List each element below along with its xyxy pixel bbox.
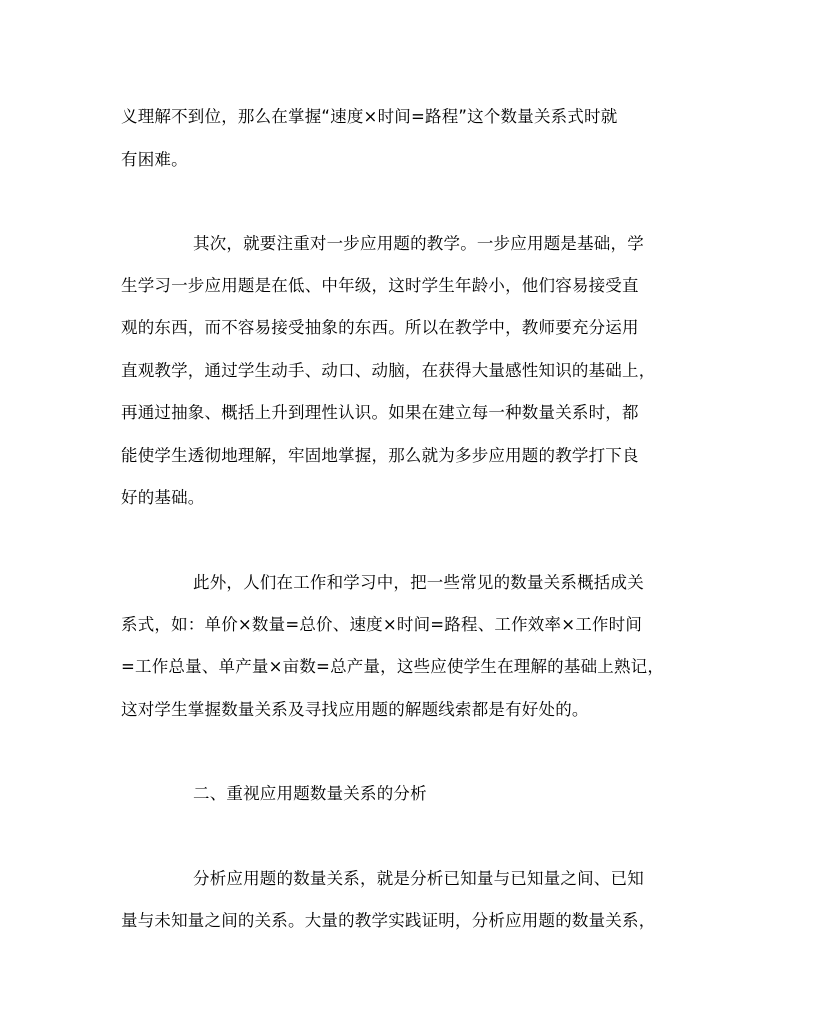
paragraph-2-line-2: 生学习一步应用题是在低、中年级，这时学生年龄小，他们容易接受直 xyxy=(121,276,639,295)
paragraph-2-line-4: 直观教学，通过学生动手、动口、动脑，在获得大量感性知识的基础上， xyxy=(121,361,656,380)
paragraph-2-line-7: 好的基础。 xyxy=(121,488,205,507)
paragraph-2-line-5: 再通过抽象、概括上升到理性认识。如果在建立每一种数量关系时，都 xyxy=(121,403,639,422)
paragraph-1-line-1: 义理解不到位，那么在掌握“速度×时间=路程”这个数量关系式时就 xyxy=(121,107,618,126)
paragraph-2-line-1: 其次，就要注重对一步应用题的教学。一步应用题是基础，学 xyxy=(193,234,644,253)
paragraph-3-line-2: 系式，如：单价×数量=总价、速度×时间=路程、工作效率×工作时间 xyxy=(121,615,643,634)
paragraph-3-line-4: 这对学生掌握数量关系及寻找应用题的解题线索都是有好处的。 xyxy=(121,700,589,719)
paragraph-3-line-1: 此外，人们在工作和学习中，把一些常见的数量关系概括成关 xyxy=(193,573,644,592)
paragraph-5-line-1: 分析应用题的数量关系，就是分析已知量与已知量之间、已知 xyxy=(193,869,644,888)
paragraph-3-line-3: =工作总量、单产量×亩数=总产量，这些应使学生在理解的基础上熟记， xyxy=(121,657,665,676)
paragraph-5-line-2: 量与未知量之间的关系。大量的教学实践证明，分析应用题的数量关系， xyxy=(121,911,656,930)
section-heading: 二、重视应用题数量关系的分析 xyxy=(193,784,427,803)
paragraph-2-line-6: 能使学生透彻地理解，牢固地掌握，那么就为多步应用题的教学打下良 xyxy=(121,446,639,465)
paragraph-1-line-2: 有困难。 xyxy=(121,150,188,169)
paragraph-2-line-3: 观的东西，而不容易接受抽象的东西。所以在教学中，教师要充分运用 xyxy=(121,318,639,337)
